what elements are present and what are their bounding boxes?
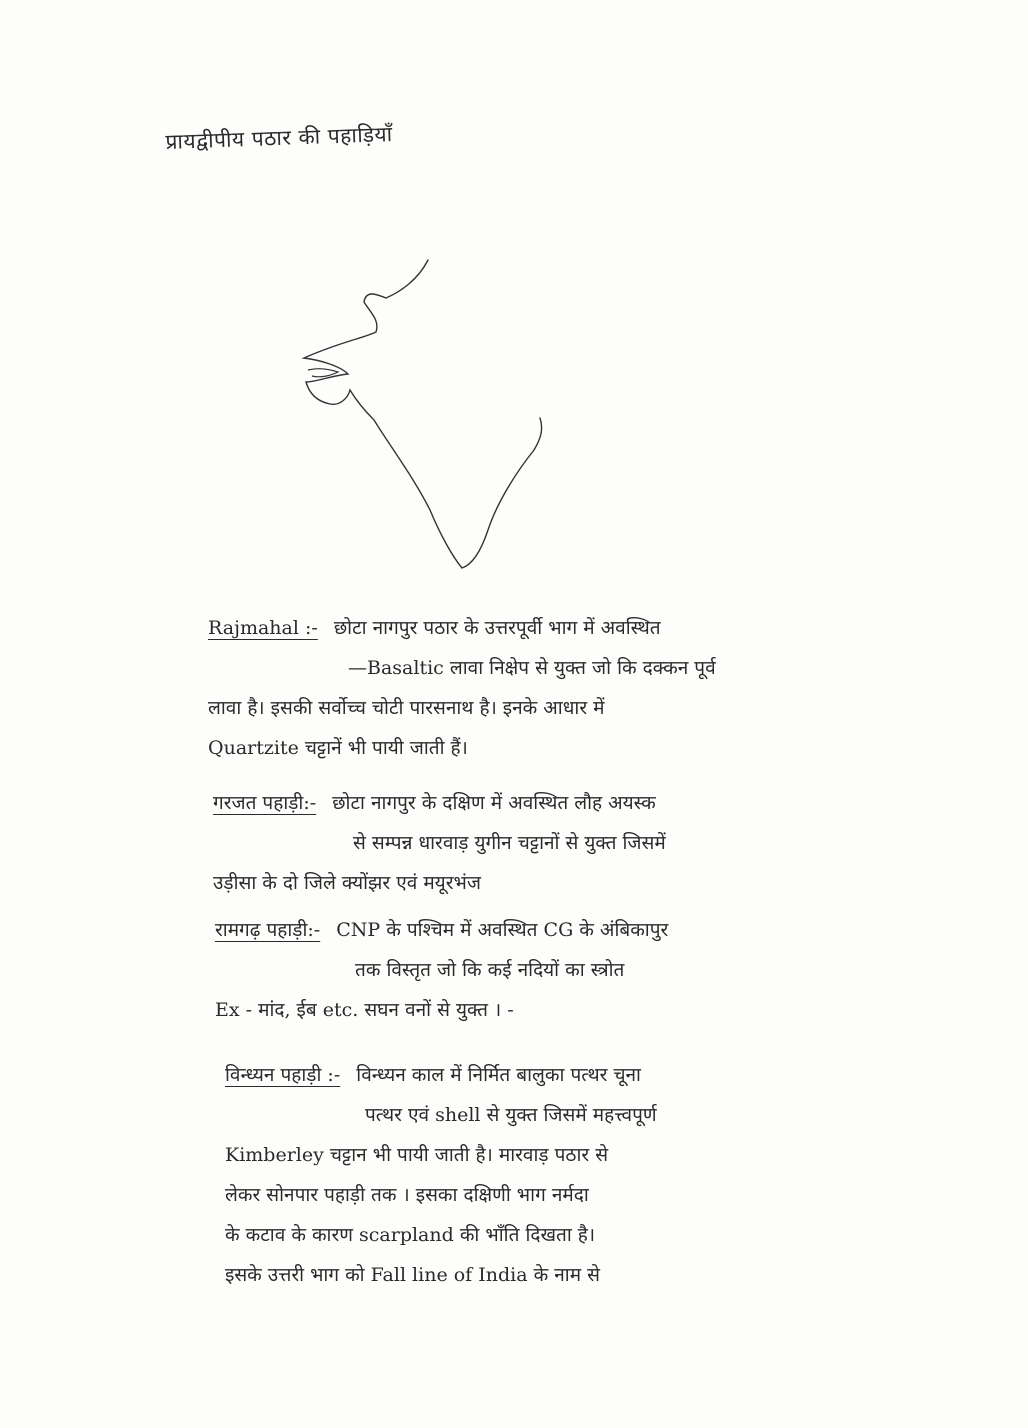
section-line: Ex - मांद, ईब etc. सघन वनों से युक्त । - bbox=[215, 999, 514, 1021]
section-line: विन्ध्यन काल में निर्मित बालुका पत्थर चूना bbox=[356, 1064, 641, 1086]
section-line: के कटाव के कारण scarpland की भाँति दिखता है। bbox=[225, 1224, 596, 1246]
section-line: उड़ीसा के दो जिले क्योंझर एवं मयूरभंज bbox=[213, 872, 481, 894]
page-title: प्रायद्वीपीय पठार की पहाड़ियाँ bbox=[165, 122, 393, 154]
section-rajmahal bbox=[208, 608, 998, 768]
section-heading: रामगढ़ पहाड़ी:- bbox=[215, 919, 321, 941]
section-line: लावा है। इसकी सर्वोच्च चोटी पारसनाथ है। इनके आधार में bbox=[208, 697, 605, 719]
section-line: CNP के पश्चिम में अवस्थित CG के अंबिकापुर bbox=[336, 919, 669, 941]
section-line: पत्थर एवं shell से युक्त जिसमें महत्त्वपूर्ण bbox=[365, 1104, 657, 1126]
section-heading: Rajmahal :- bbox=[208, 617, 318, 639]
gujarat-coast-icon bbox=[308, 369, 338, 377]
india-outline-icon bbox=[304, 260, 542, 568]
section-line: Kimberley चट्टान भी पायी जाती है। मारवाड़ पठार से bbox=[225, 1144, 609, 1166]
section-line: छोटा नागपुर पठार के उत्तरपूर्वी भाग में अवस्थित bbox=[333, 617, 661, 639]
section-vindhyan bbox=[225, 1055, 1015, 1295]
section-line: तक विस्तृत जो कि कई नदियों का स्त्रोत bbox=[355, 959, 625, 981]
section-garjat bbox=[213, 783, 1003, 903]
india-map-sketch bbox=[290, 250, 570, 590]
section-line: लेकर सोनपार पहाड़ी तक । इसका दक्षिणी भाग नर्मदा bbox=[225, 1184, 589, 1206]
section-line: इसके उत्तरी भाग को Fall line of India के नाम से bbox=[225, 1264, 600, 1286]
section-line: से सम्पन्न धारवाड़ युगीन चट्टानों से युक्त जिसमें bbox=[353, 832, 666, 854]
section-line: छोटा नागपुर के दक्षिण में अवस्थित लौह अयस्क bbox=[332, 792, 656, 814]
section-ramgarh bbox=[215, 910, 1005, 1030]
section-heading: गरजत पहाड़ी:- bbox=[213, 792, 317, 814]
section-heading: विन्ध्यन पहाड़ी :- bbox=[225, 1064, 341, 1086]
section-line: Quartzite चट्टानें भी पायी जाती हैं। bbox=[208, 737, 468, 759]
section-line: —Basaltic लावा निक्षेप से युक्त जो कि दक्कन पूर्व bbox=[348, 657, 716, 679]
